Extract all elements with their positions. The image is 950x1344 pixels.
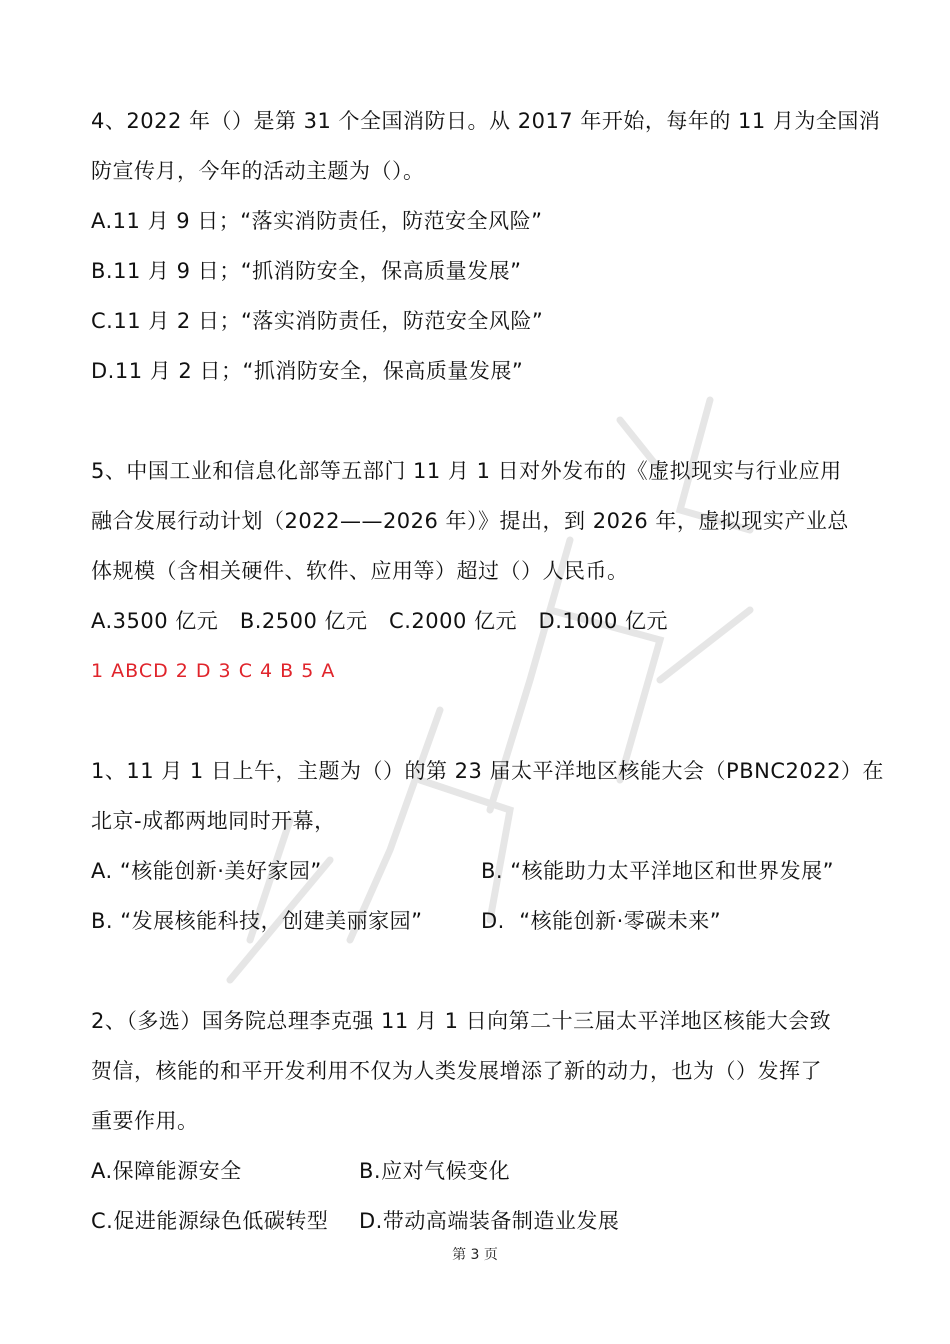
question-2-option-a: A.保障能源安全 [91,1159,242,1183]
question-4-option-d: D.11 月 2 日；“抓消防安全，保高质量发展” [91,359,524,383]
answer-key: 1 ABCD 2 D 3 C 4 B 5 A [91,660,336,682]
spacer [91,946,871,996]
question-2-stem-line-2: 贺信，核能的和平开发利用不仅为人类发展增添了新的动力，也为（）发挥了 [91,1059,822,1083]
question-4-stem-line-2: 防宣传月，今年的活动主题为（）。 [91,159,425,183]
question-1-option-b: B. “核能助力太平洋地区和世界发展” [481,859,835,883]
question-2-options-row-1 [91,1146,871,1196]
question-1-option-c: B. “发展核能科技，创建美丽家园” [91,909,423,933]
question-2-options-row-2 [91,1196,871,1246]
question-5-stem-line-1: 5、中国工业和信息化部等五部门 11 月 1 日对外发布的《虚拟现实与行业应用 [91,459,842,483]
question-4 [91,96,881,396]
question-2-option-b: B.应对气候变化 [359,1159,511,1183]
question-2-stem-line-1: 2、（多选）国务院总理李克强 11 月 1 日向第二十三届太平洋地区核能大会致 [91,1009,832,1033]
question-5-stem-line-3: 体规模（含相关硬件、软件、应用等）超过（）人民币。 [91,559,629,583]
question-5-stem-line-2: 融合发展行动计划（2022——2026 年）》提出，到 2026 年，虚拟现实产业总 [91,509,849,533]
question-1-options-row-2 [91,896,871,946]
question-4-option-b: B.11 月 9 日；“抓消防安全，保高质量发展” [91,259,522,283]
spacer [91,696,871,746]
question-1-options-row-1 [91,846,871,896]
question-5-options: A.3500 亿元 B.2500 亿元 C.2000 亿元 D.1000 亿元 [91,609,668,633]
question-4-stem-line-1: 4、2022 年（）是第 31 个全国消防日。从 2017 年开始，每年的 11 月为全国消 [91,109,881,133]
question-2-option-c: C.促进能源绿色低碳转型 [91,1209,329,1233]
question-1-option-d: D. “核能创新·零碳未来” [481,909,722,933]
question-5 [91,446,871,646]
question-1 [91,746,884,946]
question-1-stem-line-2: 北京-成都两地同时开幕， [91,809,336,833]
question-2 [91,996,871,1246]
question-4-option-a: A.11 月 9 日；“落实消防责任，防范安全风险” [91,209,543,233]
page-content [91,96,884,1246]
question-2-option-d: D.带动高端装备制造业发展 [359,1209,620,1233]
page-number-footer: 第 3 页 [452,1247,498,1263]
spacer [91,396,871,446]
question-1-option-a: A. “核能创新·美好家园” [91,859,322,883]
question-2-stem-line-3: 重要作用。 [91,1109,199,1133]
question-1-stem-line-1: 1、11 月 1 日上午，主题为（）的第 23 届太平洋地区核能大会（PBNC2022）在 [91,759,884,783]
question-4-option-c: C.11 月 2 日；“落实消防责任，防范安全风险” [91,309,544,333]
